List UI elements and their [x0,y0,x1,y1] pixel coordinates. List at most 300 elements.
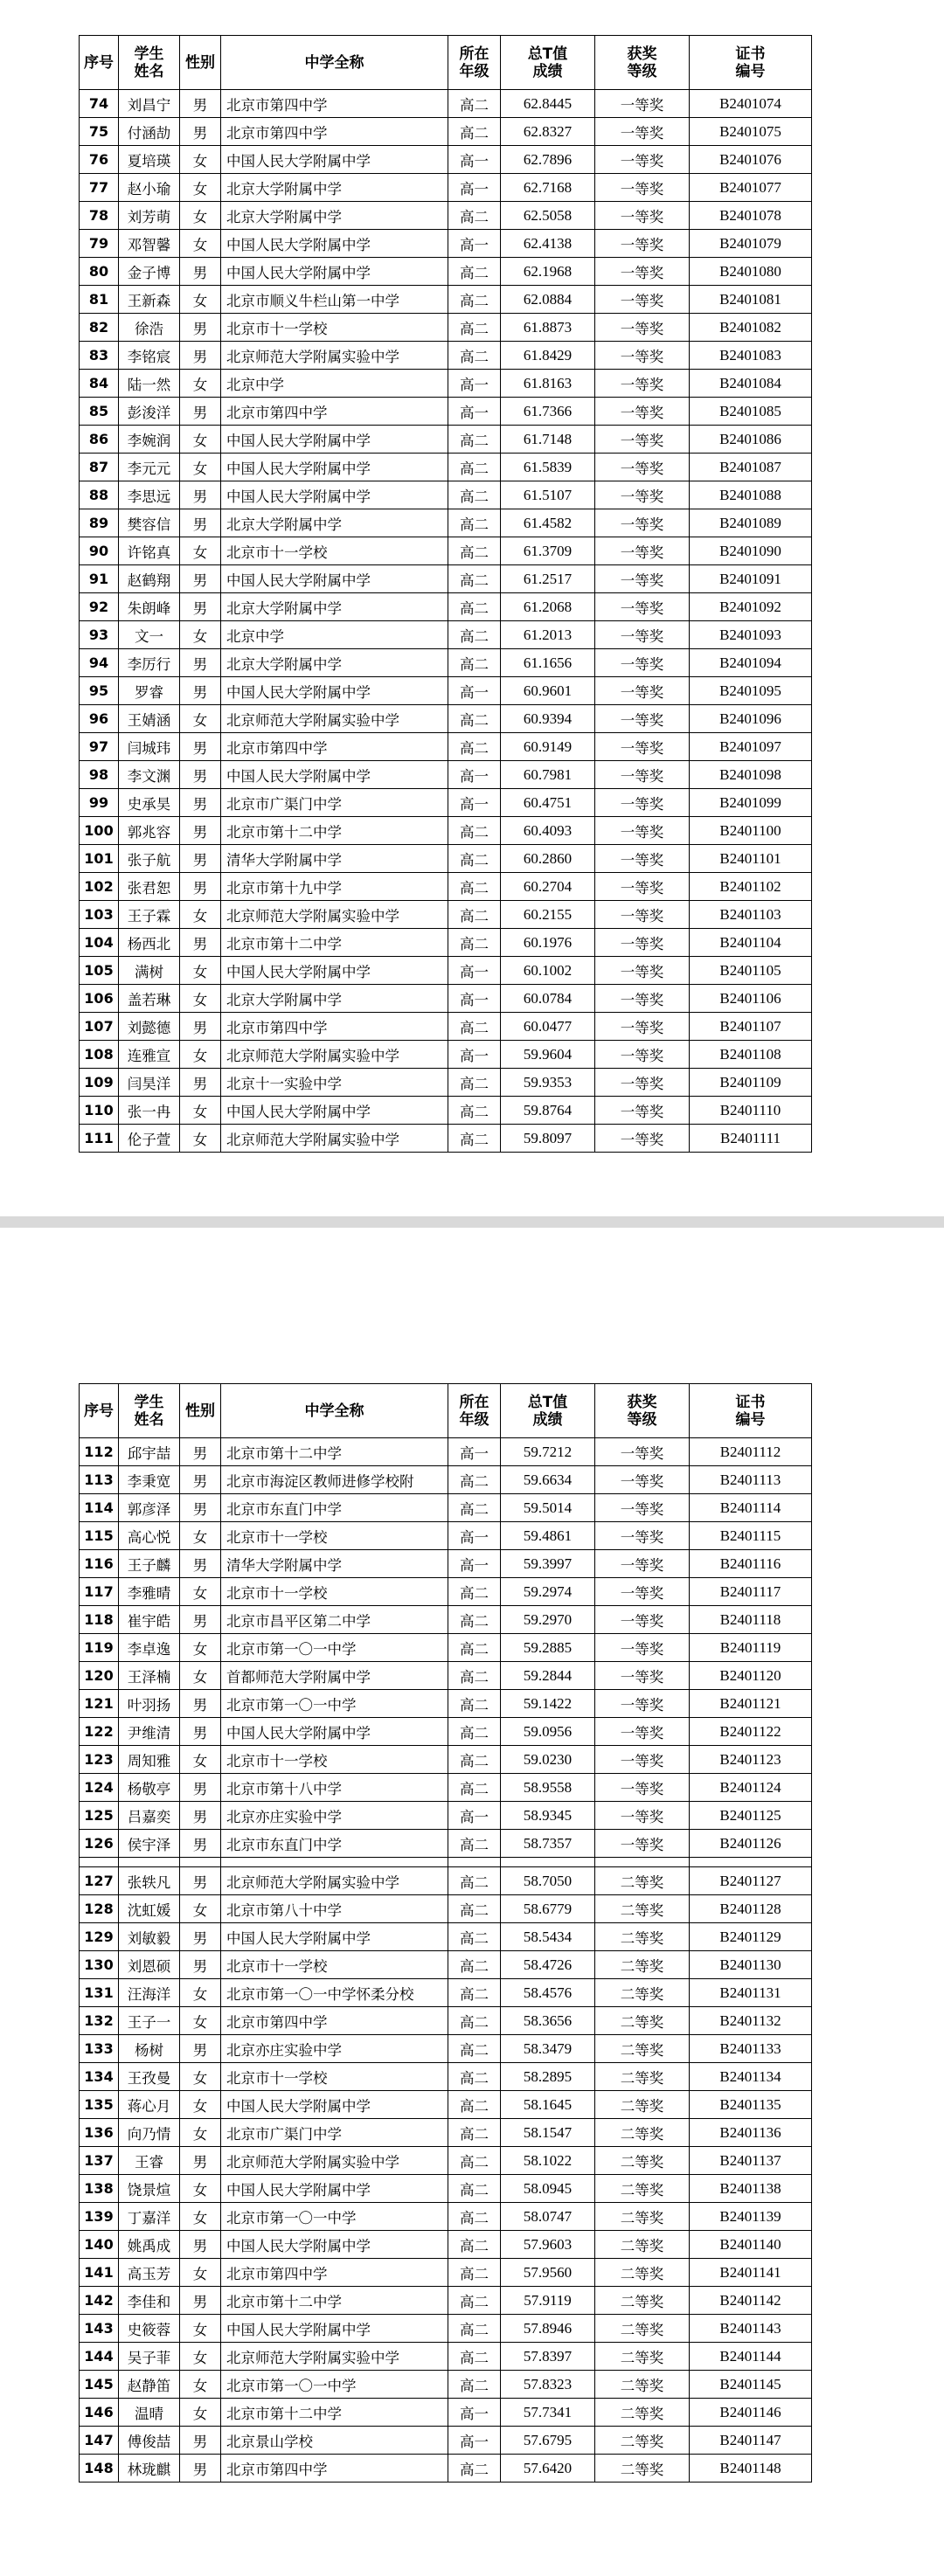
award-cell: 一等奖 [595,454,690,481]
table-row [80,929,812,957]
name-cell: 杨敬亭 [119,1774,180,1802]
table-row [80,2371,812,2399]
school-cell: 北京市第十二中学 [221,1438,448,1466]
seq-cell: 138 [80,2175,119,2203]
name-cell: 金子博 [119,258,180,286]
seq-cell: 101 [80,845,119,873]
gender-cell: 男 [180,817,221,845]
score-cell: 60.0477 [501,1013,595,1041]
table-row [80,2287,812,2315]
award-cell: 二等奖 [595,2147,690,2175]
award-cell: 一等奖 [595,1522,690,1550]
grade-cell: 高二 [448,118,501,146]
seq-cell: 139 [80,2203,119,2231]
score-cell: 62.8327 [501,118,595,146]
cert-cell: B2401105 [690,957,812,985]
name-cell: 丁嘉洋 [119,2203,180,2231]
table-row [80,537,812,565]
seq-cell: 78 [80,202,119,230]
seq-cell: 92 [80,593,119,621]
award-cell: 一等奖 [595,845,690,873]
gender-cell: 男 [180,2231,221,2259]
cert-cell: B2401136 [690,2119,812,2147]
gender-cell: 女 [180,621,221,649]
seq-cell: 145 [80,2371,119,2399]
gender-cell: 女 [180,2371,221,2399]
seq-cell: 85 [80,398,119,426]
name-cell: 周知雅 [119,1746,180,1774]
grade-cell: 高二 [448,1125,501,1153]
gender-cell: 男 [180,2427,221,2455]
seq-cell: 126 [80,1830,119,1858]
table-row [80,1466,812,1494]
cert-cell: B2401137 [690,2147,812,2175]
table-row [80,593,812,621]
table-row [80,1746,812,1774]
gender-cell: 女 [180,1041,221,1069]
score-cell: 61.1656 [501,649,595,677]
score-cell: 58.9345 [501,1802,595,1830]
score-cell: 58.7357 [501,1830,595,1858]
award-cell: 一等奖 [595,1494,690,1522]
grade-cell: 高二 [448,1013,501,1041]
score-cell: 57.6795 [501,2427,595,2455]
grade-cell: 高一 [448,398,501,426]
name-cell: 杨树 [119,2035,180,2063]
award-cell: 二等奖 [595,2455,690,2483]
school-cell: 中国人民大学附属中学 [221,2175,448,2203]
name-cell: 刘恩硕 [119,1951,180,1979]
gender-cell: 女 [180,230,221,258]
seq-cell: 142 [80,2287,119,2315]
gender-cell: 女 [180,1522,221,1550]
school-cell: 北京师范大学附属实验中学 [221,705,448,733]
name-cell: 崔宇皓 [119,1606,180,1634]
grade-cell: 高二 [448,873,501,901]
seq-cell: 135 [80,2091,119,2119]
table-row [80,1550,812,1578]
header-award: 获奖 等级 [595,1384,690,1438]
grade-cell: 高二 [448,2119,501,2147]
cert-cell: B2401098 [690,761,812,789]
cert-cell: B2401096 [690,705,812,733]
school-cell: 北京市第四中学 [221,2455,448,2483]
table-row [80,873,812,901]
seq-cell: 104 [80,929,119,957]
name-cell: 赵静笛 [119,2371,180,2399]
table-row [80,845,812,873]
gender-cell: 男 [180,1774,221,1802]
school-cell: 北京市第十二中学 [221,2287,448,2315]
grade-cell: 高二 [448,286,501,314]
gender-cell: 女 [180,2203,221,2231]
school-cell: 北京市十一学校 [221,1522,448,1550]
name-cell: 徐浩 [119,314,180,342]
award-cell: 一等奖 [595,1466,690,1494]
table-row [80,1125,812,1153]
score-cell: 58.1645 [501,2091,595,2119]
gender-cell: 男 [180,1069,221,1097]
seq-cell: 98 [80,761,119,789]
award-cell: 一等奖 [595,873,690,901]
table-row [80,342,812,370]
score-cell: 60.4093 [501,817,595,845]
school-cell: 北京市第十二中学 [221,817,448,845]
header-seq: 序号 [80,36,119,90]
cert-cell: B2401138 [690,2175,812,2203]
school-cell: 北京市第四中学 [221,118,448,146]
school-cell: 中国人民大学附属中学 [221,2231,448,2259]
award-cell: 一等奖 [595,342,690,370]
header-gender: 性别 [180,1384,221,1438]
table-row [80,2231,812,2259]
seq-cell: 86 [80,426,119,454]
school-cell: 中国人民大学附属中学 [221,1718,448,1746]
school-cell: 北京市十一学校 [221,1578,448,1606]
cert-cell: B2401111 [690,1125,812,1153]
seq-cell: 109 [80,1069,119,1097]
table-row [80,286,812,314]
name-cell: 傅俊喆 [119,2427,180,2455]
gender-cell: 男 [180,733,221,761]
award-cell: 一等奖 [595,1578,690,1606]
award-cell: 一等奖 [595,1634,690,1662]
grade-cell: 高二 [448,481,501,509]
award-cell: 二等奖 [595,2343,690,2371]
award-cell: 二等奖 [595,2119,690,2147]
score-cell: 59.2844 [501,1662,595,1690]
table-row [80,509,812,537]
gender-cell: 男 [180,1466,221,1494]
award-cell: 一等奖 [595,1041,690,1069]
name-cell: 陆一然 [119,370,180,398]
gender-cell: 男 [180,2035,221,2063]
gender-cell: 女 [180,1662,221,1690]
table-row [80,370,812,398]
seq-cell: 118 [80,1606,119,1634]
school-cell: 北京师范大学附属实验中学 [221,342,448,370]
score-cell: 57.9603 [501,2231,595,2259]
grade-cell: 高二 [448,426,501,454]
table-row [80,565,812,593]
name-cell: 史承昊 [119,789,180,817]
cert-cell: B2401110 [690,1097,812,1125]
table-row [80,1923,812,1951]
school-cell: 北京市第十二中学 [221,2399,448,2427]
cert-cell: B2401083 [690,342,812,370]
score-cell: 62.4138 [501,230,595,258]
grade-cell: 高二 [448,817,501,845]
cert-cell: B2401089 [690,509,812,537]
table-row [80,2343,812,2371]
table-row [80,1041,812,1069]
seq-cell: 81 [80,286,119,314]
award-cell: 一等奖 [595,118,690,146]
cert-cell: B2401090 [690,537,812,565]
header-gender: 性别 [180,36,221,90]
score-cell: 59.1422 [501,1690,595,1718]
award-cell: 二等奖 [595,1895,690,1923]
grade-cell: 高二 [448,649,501,677]
cert-cell: B2401074 [690,90,812,118]
name-cell: 许铭真 [119,537,180,565]
name-cell: 盖若琳 [119,985,180,1013]
table-row [80,258,812,286]
school-cell: 北京市第四中学 [221,398,448,426]
seq-cell: 116 [80,1550,119,1578]
seq-cell: 75 [80,118,119,146]
gender-cell: 男 [180,1951,221,1979]
name-cell: 伦子萱 [119,1125,180,1153]
gender-cell: 女 [180,2315,221,2343]
score-cell: 59.2974 [501,1578,595,1606]
grade-cell: 高一 [448,1802,501,1830]
cert-cell: B2401101 [690,845,812,873]
score-cell: 58.6779 [501,1895,595,1923]
seq-cell: 129 [80,1923,119,1951]
table-row [80,230,812,258]
gender-cell: 男 [180,1802,221,1830]
grade-cell: 高二 [448,1951,501,1979]
gender-cell: 女 [180,957,221,985]
school-cell: 中国人民大学附属中学 [221,761,448,789]
cert-cell: B2401145 [690,2371,812,2399]
grade-cell: 高二 [448,2007,501,2035]
cert-cell: B2401134 [690,2063,812,2091]
table-row [80,1634,812,1662]
score-cell: 59.3997 [501,1550,595,1578]
award-cell: 一等奖 [595,537,690,565]
name-cell: 朱朗峰 [119,593,180,621]
gender-cell: 女 [180,1979,221,2007]
gender-cell: 男 [180,929,221,957]
name-cell: 李铭宸 [119,342,180,370]
gender-cell: 男 [180,1550,221,1578]
school-cell: 北京市第十八中学 [221,1774,448,1802]
award-cell: 一等奖 [595,1013,690,1041]
table-row [80,2035,812,2063]
name-cell: 王子霖 [119,901,180,929]
name-cell: 叶羽扬 [119,1690,180,1718]
school-cell: 北京市广渠门中学 [221,2119,448,2147]
seq-cell: 144 [80,2343,119,2371]
table-row [80,733,812,761]
school-cell: 中国人民大学附属中学 [221,1923,448,1951]
school-cell: 北京大学附属中学 [221,509,448,537]
seq-cell: 113 [80,1466,119,1494]
cert-cell: B2401099 [690,789,812,817]
cert-cell: B2401106 [690,985,812,1013]
award-cell: 一等奖 [595,230,690,258]
header-score: 总T值 成绩 [501,1384,595,1438]
document-page-1 [0,0,944,1216]
name-cell: 李思远 [119,481,180,509]
score-cell: 59.8764 [501,1097,595,1125]
name-cell: 刘芳萌 [119,202,180,230]
gender-cell: 女 [180,705,221,733]
cert-cell: B2401142 [690,2287,812,2315]
table-row [80,677,812,705]
grade-cell: 高二 [448,1830,501,1858]
grade-cell: 高二 [448,2035,501,2063]
score-cell: 58.1547 [501,2119,595,2147]
table-row [80,2063,812,2091]
cert-cell: B2401141 [690,2259,812,2287]
table-row [80,985,812,1013]
name-cell: 高玉芳 [119,2259,180,2287]
grade-cell: 高二 [448,2091,501,2119]
seq-cell: 84 [80,370,119,398]
table-row [80,118,812,146]
gender-cell: 女 [180,2343,221,2371]
cert-cell: B2401126 [690,1830,812,1858]
award-cell: 二等奖 [595,2287,690,2315]
grade-cell: 高一 [448,957,501,985]
name-cell: 郭彦泽 [119,1494,180,1522]
table-row [80,2091,812,2119]
score-cell: 62.5058 [501,202,595,230]
school-cell: 北京市海淀区教师进修学校附 [221,1466,448,1494]
score-cell: 58.0945 [501,2175,595,2203]
grade-cell: 高二 [448,929,501,957]
score-cell: 60.4751 [501,789,595,817]
cert-cell: B2401081 [690,286,812,314]
school-cell: 北京亦庄实验中学 [221,2035,448,2063]
grade-cell: 高二 [448,509,501,537]
name-cell: 刘昌宁 [119,90,180,118]
award-cell: 二等奖 [595,2231,690,2259]
seq-cell: 131 [80,1979,119,2007]
header-grade: 所在 年级 [448,1384,501,1438]
score-cell: 60.2704 [501,873,595,901]
name-cell: 王婧涵 [119,705,180,733]
score-cell: 58.7050 [501,1867,595,1895]
award-cell: 一等奖 [595,146,690,174]
award-cell: 一等奖 [595,1438,690,1466]
gender-cell: 女 [180,2007,221,2035]
name-cell: 王子一 [119,2007,180,2035]
table-row [80,1097,812,1125]
grade-cell: 高二 [448,2343,501,2371]
name-cell: 张子航 [119,845,180,873]
document-page-2 [0,1228,944,2576]
score-cell: 57.8323 [501,2371,595,2399]
header-seq: 序号 [80,1384,119,1438]
table-row [80,314,812,342]
score-cell: 60.1976 [501,929,595,957]
school-cell: 中国人民大学附属中学 [221,258,448,286]
gender-cell: 女 [180,286,221,314]
gender-cell: 男 [180,2287,221,2315]
school-cell: 中国人民大学附属中学 [221,481,448,509]
grade-cell: 高二 [448,2063,501,2091]
grade-cell: 高一 [448,985,501,1013]
seq-cell: 87 [80,454,119,481]
school-cell: 中国人民大学附属中学 [221,454,448,481]
seq-cell: 108 [80,1041,119,1069]
gender-cell: 男 [180,398,221,426]
score-cell: 59.0230 [501,1746,595,1774]
name-cell: 王睿 [119,2147,180,2175]
cert-cell: B2401118 [690,1606,812,1634]
grade-cell: 高二 [448,314,501,342]
grade-cell: 高二 [448,1662,501,1690]
grade-cell: 高二 [448,1578,501,1606]
school-cell: 北京市十一学校 [221,2063,448,2091]
gender-cell: 男 [180,481,221,509]
cert-cell: B2401102 [690,873,812,901]
score-cell: 61.8429 [501,342,595,370]
grade-cell: 高一 [448,789,501,817]
table-row [80,426,812,454]
school-cell: 北京市东直门中学 [221,1830,448,1858]
award-cell: 一等奖 [595,957,690,985]
seq-cell: 103 [80,901,119,929]
table-row [80,2455,812,2483]
name-cell: 温晴 [119,2399,180,2427]
cert-cell: B2401122 [690,1718,812,1746]
seq-cell: 95 [80,677,119,705]
gender-cell: 女 [180,174,221,202]
award-cell: 一等奖 [595,705,690,733]
cert-cell: B2401087 [690,454,812,481]
score-cell: 57.6420 [501,2455,595,2483]
award-cell: 二等奖 [595,1923,690,1951]
table-row [80,202,812,230]
seq-cell: 111 [80,1125,119,1153]
seq-cell: 93 [80,621,119,649]
table-spacer [80,1858,812,1867]
cert-cell: B2401128 [690,1895,812,1923]
score-cell: 60.9149 [501,733,595,761]
score-cell: 59.7212 [501,1438,595,1466]
gender-cell: 男 [180,342,221,370]
award-cell: 二等奖 [595,2063,690,2091]
cert-cell: B2401112 [690,1438,812,1466]
table-row [80,1895,812,1923]
grade-cell: 高一 [448,230,501,258]
seq-cell: 99 [80,789,119,817]
seq-cell: 114 [80,1494,119,1522]
cert-cell: B2401085 [690,398,812,426]
score-cell: 59.0956 [501,1718,595,1746]
score-cell: 59.4861 [501,1522,595,1550]
seq-cell: 115 [80,1522,119,1550]
school-cell: 北京师范大学附属实验中学 [221,2147,448,2175]
award-cell: 一等奖 [595,1606,690,1634]
award-cell: 二等奖 [595,2007,690,2035]
award-cell: 二等奖 [595,1867,690,1895]
award-cell: 一等奖 [595,509,690,537]
school-cell: 中国人民大学附属中学 [221,957,448,985]
school-cell: 北京大学附属中学 [221,202,448,230]
school-cell: 北京市第一〇一中学怀柔分校 [221,1979,448,2007]
gender-cell: 男 [180,314,221,342]
grade-cell: 高一 [448,2427,501,2455]
table-body [80,1867,812,2483]
cert-cell: B2401123 [690,1746,812,1774]
grade-cell: 高二 [448,845,501,873]
school-cell: 北京市第八十中学 [221,1895,448,1923]
name-cell: 李婉润 [119,426,180,454]
award-cell: 一等奖 [595,901,690,929]
cert-cell: B2401130 [690,1951,812,1979]
school-cell: 清华大学附属中学 [221,845,448,873]
grade-cell: 高二 [448,1774,501,1802]
school-cell: 中国人民大学附属中学 [221,677,448,705]
school-cell: 清华大学附属中学 [221,1550,448,1578]
cert-cell: B2401104 [690,929,812,957]
